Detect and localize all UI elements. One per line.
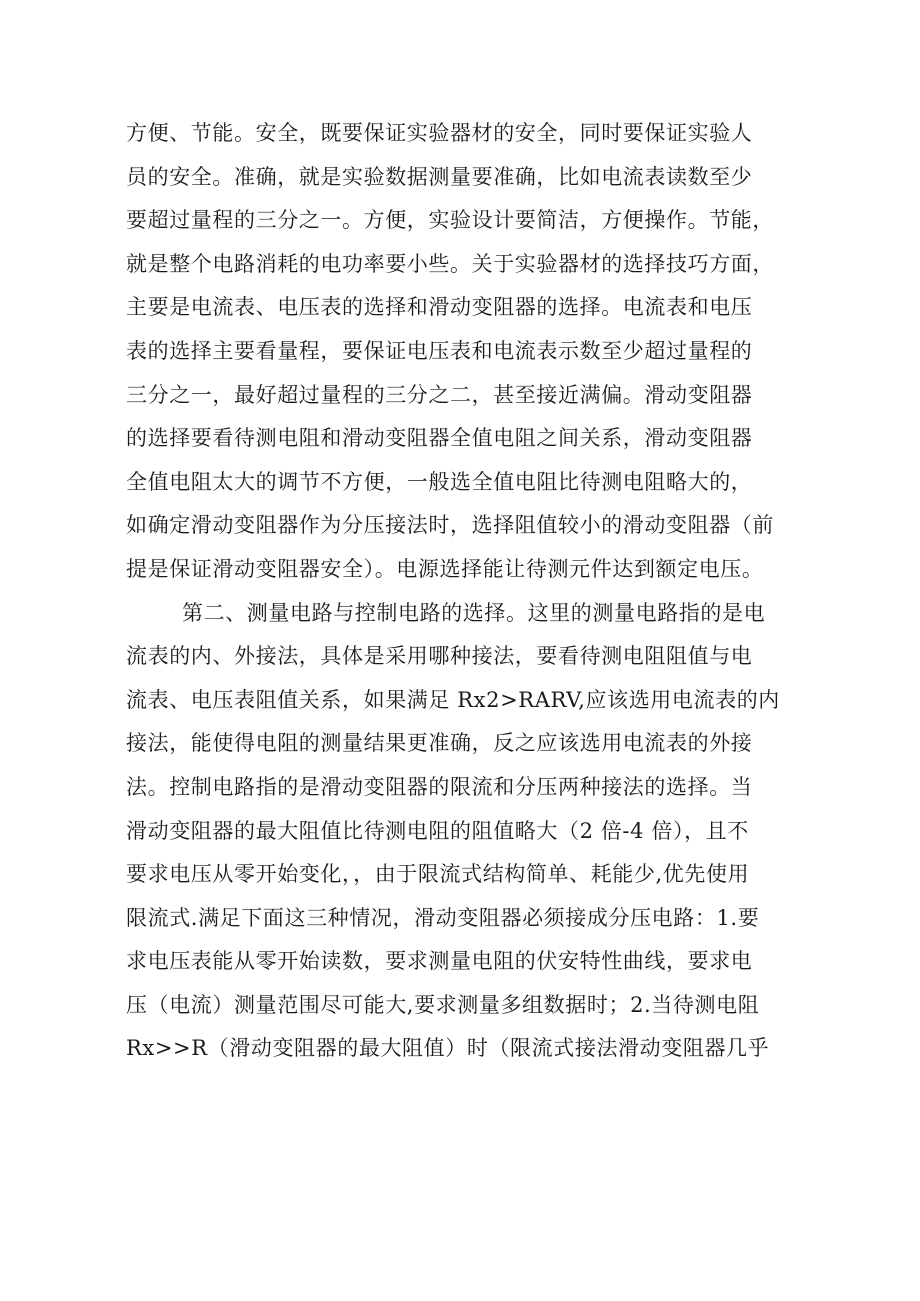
text-line: Rx>>R（滑动变阻器的最大阻值）时（限流式接法滑动变阻器几乎 xyxy=(126,1036,770,1061)
text-line: 员的安全。准确，就是实验数据测量要准确，比如电流表读数至少 xyxy=(126,164,753,189)
text-line: 要超过量程的三分之一。方便，实验设计要简洁，方便操作。节能， xyxy=(126,208,774,233)
text-line: 滑动变阻器的最大阻值比待测电阻的阻值略大（2 倍-4 倍），且不 xyxy=(126,818,749,843)
text-line: 限流式.满足下面这三种情况，滑动变阻器必须接成分压电路：1.要 xyxy=(126,905,760,930)
text-line: 流表、电压表阻值关系，如果满足 Rx2>RARV,应该选用电流表的内 xyxy=(126,687,780,712)
text-line: 的选择要看待测电阻和滑动变阻器全值电阻之间关系，滑动变阻器 xyxy=(126,426,753,451)
text-line: 流表的内、外接法，具体是采用哪种接法，要看待测电阻阻值与电 xyxy=(126,644,753,669)
text-line: 全值电阻太大的调节不方便，一般选全值电阻比待测电阻略大的， xyxy=(126,469,753,494)
document-body xyxy=(126,112,796,1071)
text-line: 方便、节能。安全，既要保证实验器材的安全，同时要保证实验人 xyxy=(126,121,753,145)
text-line: 表的选择主要看量程，要保证电压表和电流表示数至少超过量程的 xyxy=(126,338,753,363)
paragraph-start-line: 第二、测量电路与控制电路的选择。这里的测量电路指的是电 xyxy=(182,600,766,625)
text-line: 压（电流）测量范围尽可能大,要求测量多组数据时；2.当待测电阻 xyxy=(126,992,760,1017)
text-line: 就是整个电路消耗的电功率要小些。关于实验器材的选择技巧方面， xyxy=(126,251,774,276)
text-line: 求电压表能从零开始读数，要求测量电阻的伏安特性曲线，要求电 xyxy=(126,949,753,974)
text-line: 接法，能使得电阻的测量结果更准确，反之应该选用电流表的外接 xyxy=(126,731,753,756)
text-line: 三分之一，最好超过量程的三分之二，甚至接近满偏。滑动变阻器 xyxy=(126,382,753,407)
text-line: 如确定滑动变阻器作为分压接法时，选择阻值较小的滑动变阻器（前 xyxy=(126,513,774,538)
text-line: 主要是电流表、电压表的选择和滑动变阻器的选择。电流表和电压 xyxy=(126,295,753,320)
text-line: 要求电压从零开始变化，，由于限流式结构简单、耗能少,优先使用 xyxy=(126,862,750,887)
text-line: 提是保证滑动变阻器安全）。电源选择能让待测元件达到额定电压。 xyxy=(126,556,764,581)
text-line: 法。控制电路指的是滑动变阻器的限流和分压两种接法的选择。当 xyxy=(126,774,753,799)
